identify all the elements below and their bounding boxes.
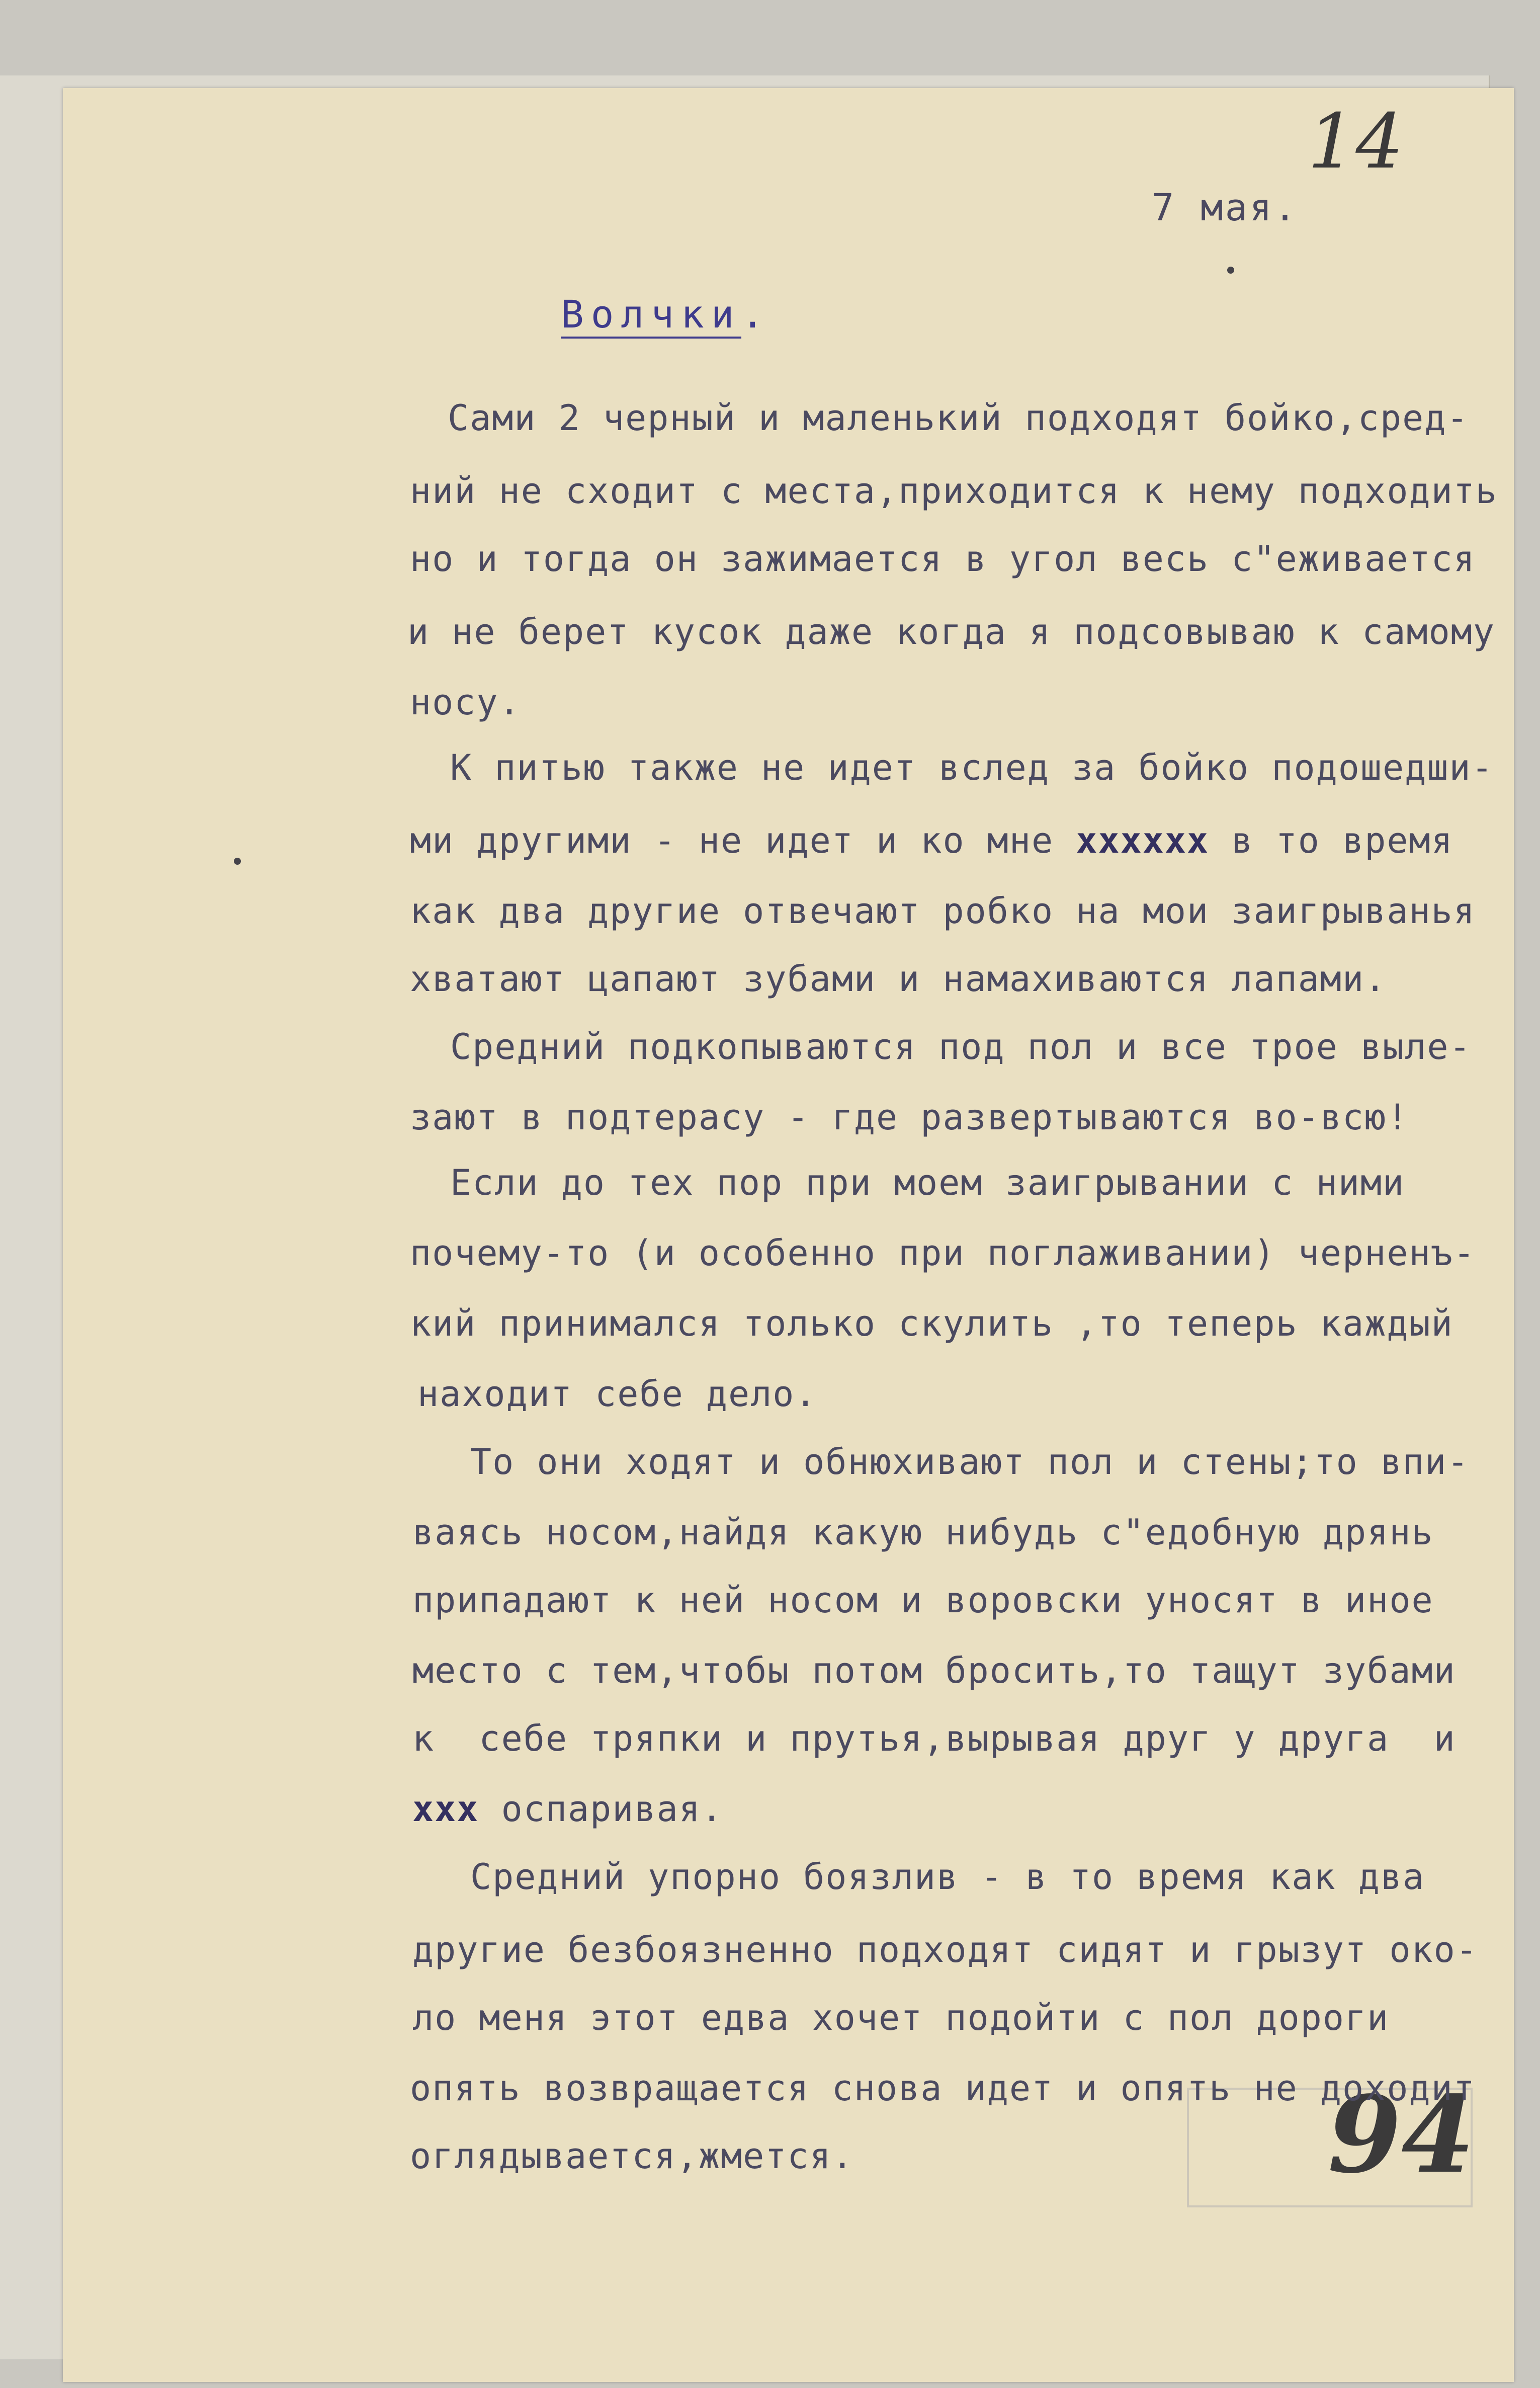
struck-word: ххх — [412, 1788, 479, 1830]
text-line: но и тогда он зажимается в угол весь с"еживается — [410, 538, 1476, 580]
text-line: опять возвращается снова идет и опять не доходит — [410, 2068, 1476, 2109]
text-line — [410, 820, 1453, 861]
text-line: К питью также не идет вслед за бойко подошедши- — [450, 747, 1494, 788]
text-line: припадают к ней носом и воровски уносят в иное — [412, 1580, 1434, 1621]
text-line: к себе тряпки и прутья,вырывая друг у друга и — [412, 1718, 1456, 1759]
line-part: в то время — [1231, 820, 1453, 861]
text-line: Средний подкопываются под пол и все трое выле- — [450, 1026, 1472, 1067]
text-line: почему-то (и особенно при поглаживании) черненъ- — [410, 1232, 1476, 1274]
line-part: ми другими - не идет и ко мне — [410, 820, 1054, 861]
text-line: Средний упорно боязлив - в то время как два — [470, 1856, 1425, 1898]
ink-dot — [1227, 267, 1234, 274]
line-part: оспаривая. — [501, 1788, 724, 1830]
text-line: Если до тех пор при моем заигрывании с ними — [450, 1162, 1405, 1203]
title-period: . — [741, 292, 772, 337]
text-line — [412, 1788, 723, 1830]
text-line: ний не сходит с места,приходится к нему подходить — [410, 470, 1498, 512]
title — [561, 292, 771, 337]
text-line: как два другие отвечают робко на мои заигрыванья — [410, 890, 1476, 932]
text-line: То они ходят и обнюхивают пол и стены;то впи- — [470, 1441, 1470, 1483]
text-line: Сами 2 черный и маленький подходят бойко,сред- — [448, 397, 1469, 439]
ink-dot — [234, 858, 241, 865]
text-line: зают в подтерасу - где развертываются во-всю! — [410, 1097, 1409, 1138]
text-line: ваясь носом,найдя какую нибудь с"едобную дрянь — [412, 1512, 1434, 1553]
text-line: другие безбоязненно подходят сидят и грызут око- — [412, 1929, 1478, 1970]
text-line: и не берет кусок даже когда я подсовываю к самому — [407, 611, 1496, 652]
text-line: находит себе дело. — [417, 1373, 817, 1415]
text-line: место с тем,чтобы потом бросить,то тащут зубами — [412, 1650, 1456, 1691]
folio-number-bottom: 94 — [1328, 2073, 1475, 2197]
struck-word: хххххх — [1076, 820, 1210, 861]
text-line: хватают цапают зубами и намахиваются лапами. — [410, 958, 1387, 1000]
folio-number-top: 14 — [1308, 98, 1404, 186]
title-text: Волчки — [561, 292, 741, 339]
text-line: оглядывается,жмется. — [410, 2135, 854, 2177]
text-line: ло меня этот едва хочет подойти с пол дороги — [412, 1997, 1390, 2038]
text-line: носу. — [410, 682, 521, 723]
text-line: кий принимался только скулить ,то теперь каждый — [410, 1303, 1453, 1344]
date: 7 мая. — [1152, 186, 1299, 229]
